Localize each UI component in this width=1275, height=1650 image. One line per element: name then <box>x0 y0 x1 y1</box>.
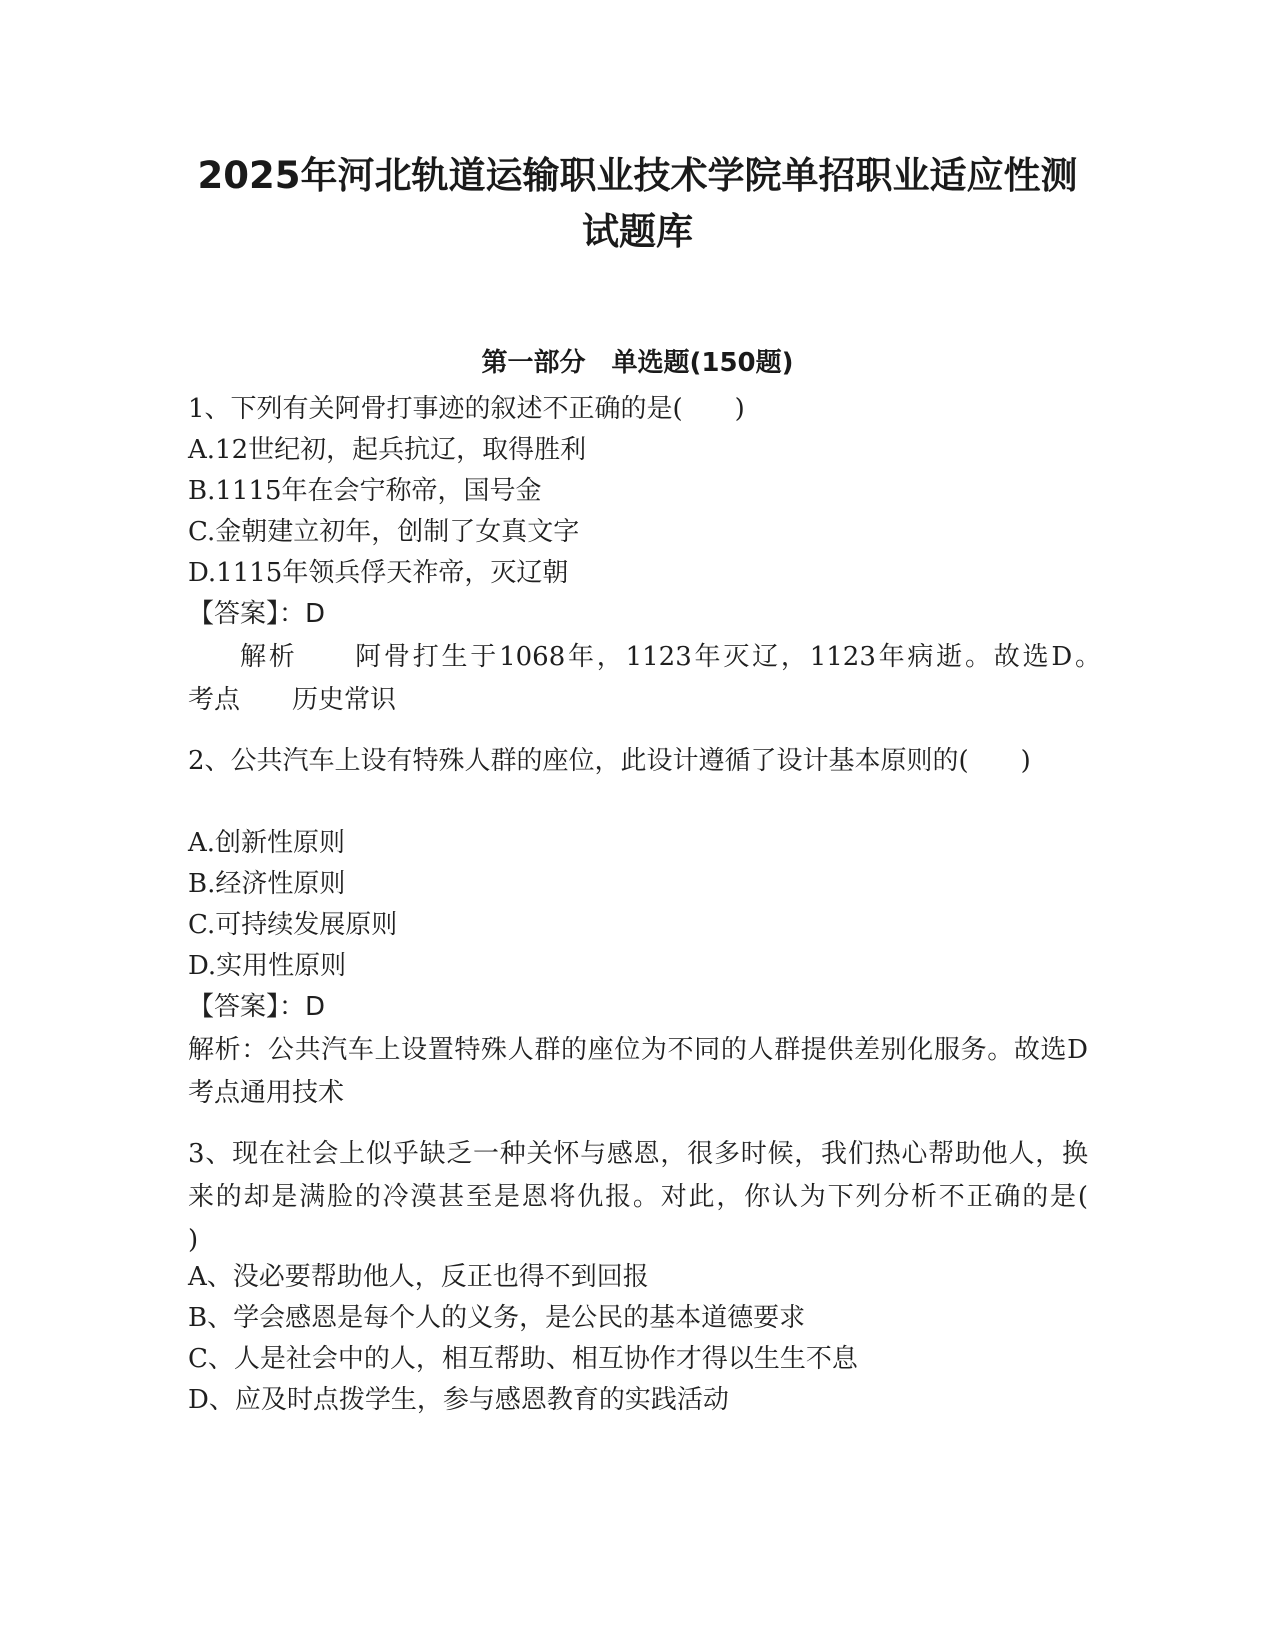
question-2-option-c: C.可持续发展原则 <box>188 910 398 940</box>
question-1-option-a: A.12世纪初，起兵抗辽，取得胜利 <box>188 435 587 465</box>
question-1-option-d: D.1115年领兵俘天祚帝，灭辽朝 <box>188 558 569 588</box>
question-2-explanation: 解析：公共汽车上设置特殊人群的座位为不同的人群提供差别化服务。故选D考点通用技术 <box>188 1035 1088 1108</box>
question-1-explanation: 解析 阿骨打生于1068年，1123年灭辽，1123年病逝。故选D。 考点 历史常识 <box>188 642 1141 715</box>
question-1-answer: 【答案】：D <box>188 599 326 629</box>
question-1-option-b: B.1115年在会宁称帝，国号金 <box>188 476 542 506</box>
question-2-option-d: D.实用性原则 <box>188 951 347 981</box>
question-2-option-a: A.创新性原则 <box>188 828 346 858</box>
question-1-option-c: C.金朝建立初年，创制了女真文字 <box>188 517 580 547</box>
question-3-option-b: B、学会感恩是每个人的义务，是公民的基本道德要求 <box>188 1303 806 1333</box>
question-2-option-b: B.经济性原则 <box>188 869 346 899</box>
section-heading: 第一部分 单选题(150题) <box>481 348 794 378</box>
question-2-stem: 2、公共汽车上设有特殊人群的座位，此设计遵循了设计基本原则的( ) <box>188 746 1031 776</box>
question-1-stem: 1、下列有关阿骨打事迹的叙述不正确的是( ) <box>188 394 745 424</box>
question-2-answer: 【答案】：D <box>188 992 326 1022</box>
question-3-option-c: C、人是社会中的人，相互帮助、相互协作才得以生生不息 <box>188 1344 858 1374</box>
question-3-option-a: A、没必要帮助他人，反正也得不到回报 <box>188 1262 649 1292</box>
question-3-option-d: D、应及时点拨学生，参与感恩教育的实践活动 <box>188 1385 729 1415</box>
question-3-stem: 3、现在社会上似乎缺乏一种关怀与感恩，很多时候，我们热心帮助他人，换来的却是满脸的冷漠甚至是恩将仇报。对此，你认为下列分析不正确的是( ) <box>188 1139 1141 1255</box>
document-title: 2025年河北轨道运输职业技术学院单招职业适应性测试题库 <box>197 154 1078 253</box>
